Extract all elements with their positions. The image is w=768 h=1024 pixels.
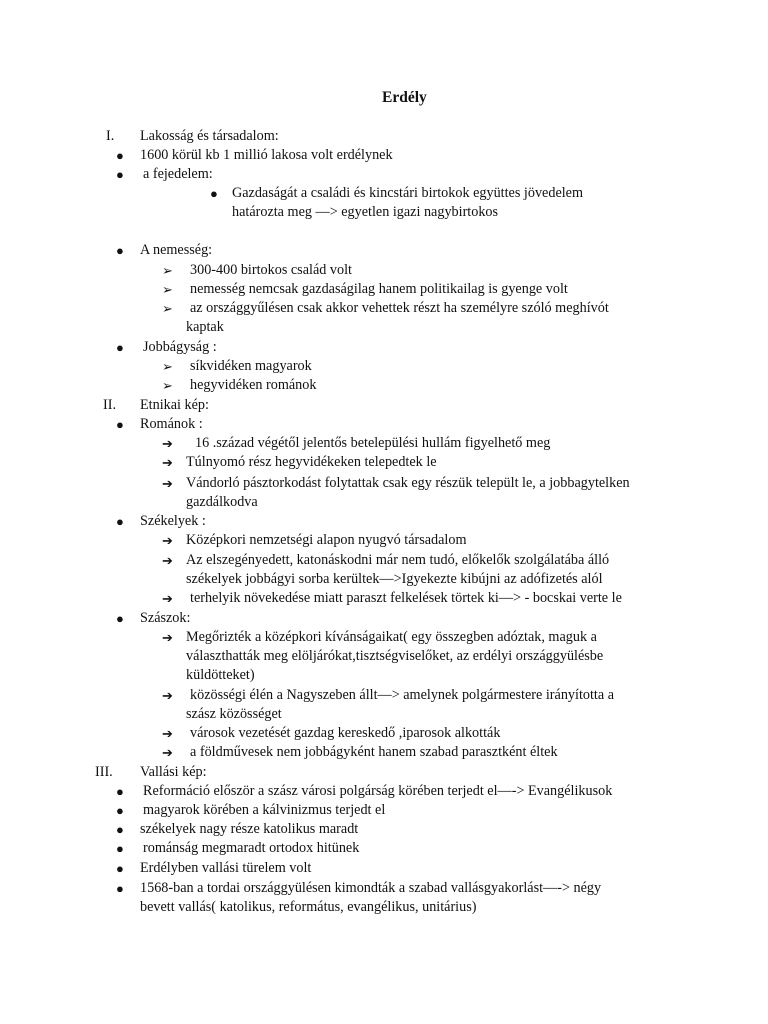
list-item: magyarok körében a kálvinizmus terjedt el	[143, 802, 386, 818]
list-item: Reformáció először a szász városi polgárság körében terjedt el—-> Evangélikusok	[143, 783, 613, 799]
bullet-dot-icon: ●	[210, 186, 218, 201]
list-item-continuation: kaptak	[186, 319, 224, 335]
list-item-continuation: gazdálkodva	[186, 494, 258, 510]
list-item: Erdélyben vallási türelem volt	[140, 860, 312, 876]
bullet-dot-icon: ●	[116, 167, 124, 182]
arrow-bullet-icon: ➔	[162, 591, 173, 606]
list-item-continuation: székelyek jobbágyi sorba kerültek—>Igyekezte kibújni az adófizetés alól	[186, 571, 603, 587]
arrowhead-bullet-icon: ➢	[162, 263, 173, 278]
bullet-dot-icon: ●	[116, 841, 124, 856]
arrow-bullet-icon: ➔	[162, 726, 173, 741]
list-item-continuation: választhatták meg elöljárókat,tisztségviselőket, az erdélyi országgyülésbe	[186, 648, 604, 664]
list-item: 300-400 birtokos család volt	[190, 262, 352, 278]
bullet-dot-icon: ●	[116, 803, 124, 818]
list-item: az országgyűlésen csak akkor vehettek részt ha személyre szóló meghívót	[190, 300, 609, 316]
bullet-dot-icon: ●	[116, 611, 124, 626]
list-item: nemesség nemcsak gazdaságilag hanem politikailag is gyenge volt	[190, 281, 568, 297]
list-item: A nemesség:	[140, 242, 213, 258]
list-item: Székelyek :	[140, 513, 206, 529]
list-item: Szászok:	[140, 610, 191, 626]
list-item: terhelyik növekedése miatt paraszt felkelések törtek ki—> - bocskai verte le	[190, 590, 622, 606]
arrow-bullet-icon: ➔	[162, 745, 173, 760]
list-item: a földművesek nem jobbágyként hanem szabad parasztként éltek	[190, 744, 558, 760]
arrowhead-bullet-icon: ➢	[162, 378, 173, 393]
arrow-bullet-icon: ➔	[162, 533, 173, 548]
list-item: Vándorló pásztorkodást folytattak csak egy részük települt le, a jobbagytelken	[186, 475, 630, 491]
arrow-bullet-icon: ➔	[162, 630, 173, 645]
list-item: Túlnyomó rész hegyvidékeken telepedtek le	[186, 454, 437, 470]
bullet-dot-icon: ●	[116, 243, 124, 258]
list-item-continuation: szász közösséget	[186, 706, 282, 722]
list-item: Megőrizték a középkori kívánságaikat( egy összegben adóztak, maguk a	[186, 629, 597, 645]
arrow-bullet-icon: ➔	[162, 688, 173, 703]
list-item-continuation: határozta meg —> egyetlen igazi nagybirtokos	[232, 204, 499, 220]
arrowhead-bullet-icon: ➢	[162, 282, 173, 297]
list-item-continuation: bevett vallás( katolikus, református, evangélikus, unitárius)	[140, 899, 477, 915]
list-item: románság megmaradt ortodox hitünek	[143, 840, 360, 856]
list-item: síkvidéken magyarok	[190, 358, 312, 374]
list-item: hegyvidéken románok	[190, 377, 317, 393]
section-number: II.	[103, 397, 116, 413]
bullet-dot-icon: ●	[116, 784, 124, 799]
list-item: Jobbágyság :	[143, 339, 217, 355]
list-item: 16 .század végétől jelentős betelepülési hullám figyelhető meg	[195, 435, 551, 451]
list-item: közösségi élén a Nagyszeben állt—> amelynek polgármestere irányította a	[190, 687, 615, 703]
list-item: székelyek nagy része katolikus maradt	[140, 821, 359, 837]
list-item: Gazdaságát a családi és kincstári birtokok együttes jövedelem	[232, 185, 584, 201]
section-heading: Etnikai kép:	[140, 397, 209, 413]
bullet-dot-icon: ●	[116, 822, 124, 837]
arrowhead-bullet-icon: ➢	[162, 301, 173, 316]
arrow-bullet-icon: ➔	[162, 436, 173, 451]
bullet-dot-icon: ●	[116, 881, 124, 896]
arrow-bullet-icon: ➔	[162, 553, 173, 568]
list-item: Középkori nemzetségi alapon nyugvó társadalom	[186, 532, 467, 548]
list-item-continuation: küldötteket)	[186, 667, 255, 683]
bullet-dot-icon: ●	[116, 340, 124, 355]
bullet-dot-icon: ●	[116, 514, 124, 529]
bullet-dot-icon: ●	[116, 148, 124, 163]
list-item: városok vezetését gazdag kereskedő ,iparosok alkották	[190, 725, 501, 741]
arrow-bullet-icon: ➔	[162, 455, 173, 470]
list-item: Az elszegényedett, katonáskodni már nem tudó, előkelők szolgálatába álló	[186, 552, 610, 568]
bullet-dot-icon: ●	[116, 417, 124, 432]
list-item: 1600 körül kb 1 millió lakosa volt erdélynek	[140, 147, 393, 163]
section-heading: Vallási kép:	[140, 764, 207, 780]
section-heading: Lakosság és társadalom:	[140, 128, 279, 144]
page-title: Erdély	[382, 89, 427, 106]
arrow-bullet-icon: ➔	[162, 476, 173, 491]
list-item: 1568-ban a tordai országgyülésen kimondták a szabad vallásgyakorlást—-> négy	[140, 880, 602, 896]
list-item: a fejedelem:	[143, 166, 213, 182]
arrowhead-bullet-icon: ➢	[162, 359, 173, 374]
section-number: III.	[95, 764, 113, 780]
bullet-dot-icon: ●	[116, 861, 124, 876]
list-item: Románok :	[140, 416, 203, 432]
section-number: I.	[106, 128, 115, 144]
